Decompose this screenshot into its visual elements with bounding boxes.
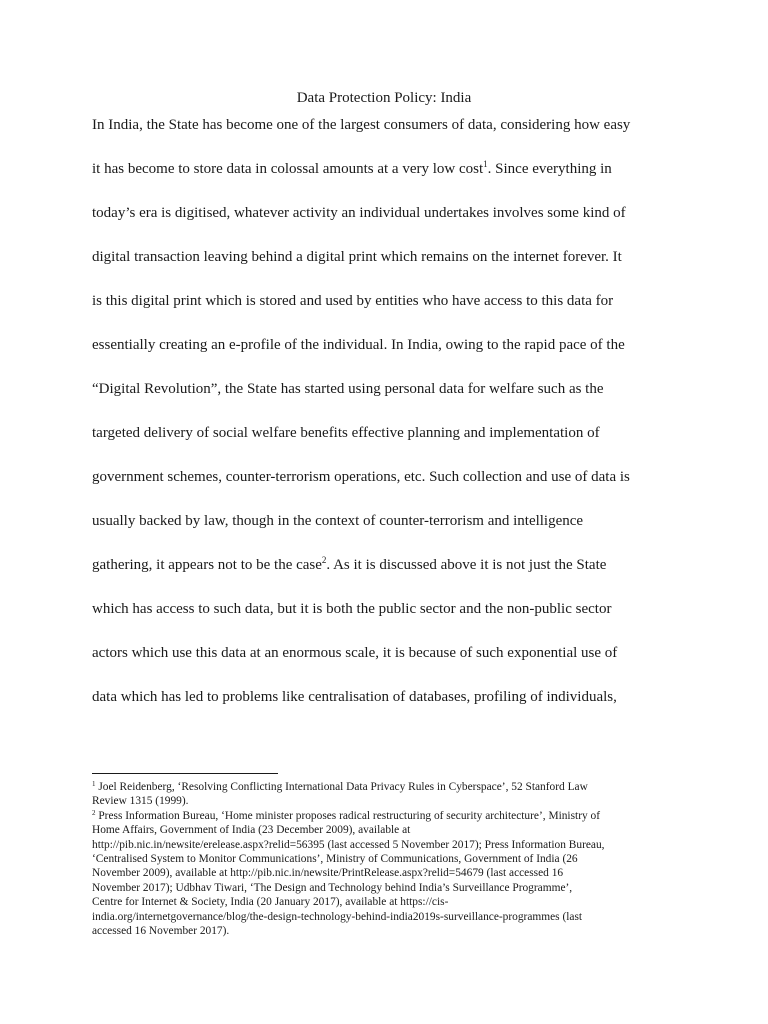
footnote-line: http://pib.nic.in/newsite/erelease.aspx?relid=56395 (last accessed 5 November 2017); Press Information Bureau, — [92, 838, 605, 851]
footnote-line: November 2017); Udbhav Tiwari, ‘The Design and Technology behind India’s Surveillance Programme’, — [92, 881, 573, 894]
body-line: In India, the State has become one of the largest consumers of data, considering how easy — [92, 117, 631, 133]
body-line: which has access to such data, but it is both the public sector and the non-public sector — [92, 601, 612, 617]
body-line: “Digital Revolution”, the State has started using personal data for welfare such as the — [92, 381, 604, 397]
footnote-separator — [92, 773, 278, 774]
body-line: digital transaction leaving behind a digital print which remains on the internet forever. It — [92, 249, 622, 265]
footnote-ref: 1 — [483, 159, 488, 169]
body-line: targeted delivery of social welfare benefits effective planning and implementation of — [92, 425, 600, 441]
body-line: it has become to store data in colossal amounts at a very low cost$^1$. Since everything in — [92, 159, 612, 177]
body-line: actors which use this data at an enormous scale, it is because of such exponential use of — [92, 645, 618, 661]
footnote-line: Home Affairs, Government of India (23 December 2009), available at — [92, 824, 411, 837]
body-line: usually backed by law, though in the context of counter-terrorism and intelligence — [92, 513, 584, 529]
footnote-line: accessed 16 November 2017). — [92, 924, 230, 937]
body-line: today’s era is digitised, whatever activity an individual undertakes involves some kind of — [92, 205, 626, 221]
footnote-ref: 2 — [321, 555, 327, 565]
body-line: government schemes, counter-terrorism operations, etc. Such collection and use of data is — [92, 469, 630, 485]
body-line: gathering, it appears not to be the case$^2$. As it is discussed above it is not just the State — [92, 555, 607, 573]
footnote-line: Centre for Internet & Society, India (20 January 2017), available at https://cis- — [92, 896, 449, 909]
footnotes — [92, 780, 692, 938]
footnote-line: November 2009), available at http://pib.nic.in/newsite/PrintRelease.aspx?relid=54679 (last accessed 16 — [92, 867, 564, 880]
body-line: is this digital print which is stored and used by entities who have access to this data for — [92, 293, 614, 309]
footnote-line: $^2$ Press Information Bureau, ‘Home minister proposes radical restructuring of security architecture’, Ministry of — [92, 808, 601, 822]
footnote-line: Review 1315 (1999). — [92, 795, 189, 808]
body-line: essentially creating an e-profile of the individual. In India, owing to the rapid pace of the — [92, 337, 625, 353]
document-title: Data Protection Policy: India — [296, 90, 472, 106]
footnote-line: ‘Centralised System to Monitor Communications’, Ministry of Communications, Government of India (26 — [92, 852, 578, 865]
footnote-line: india.org/internetgovernance/blog/the-design-technology-behind-india2019s-surveillance-programmes (last — [92, 910, 583, 923]
body-line: data which has led to problems like centralisation of databases, profiling of individuals, — [92, 689, 617, 705]
footnote-line: $^1$ Joel Reidenberg, ‘Resolving Conflicting International Data Privacy Rules in Cyberspace’, 52 Stanford Law — [92, 780, 588, 793]
